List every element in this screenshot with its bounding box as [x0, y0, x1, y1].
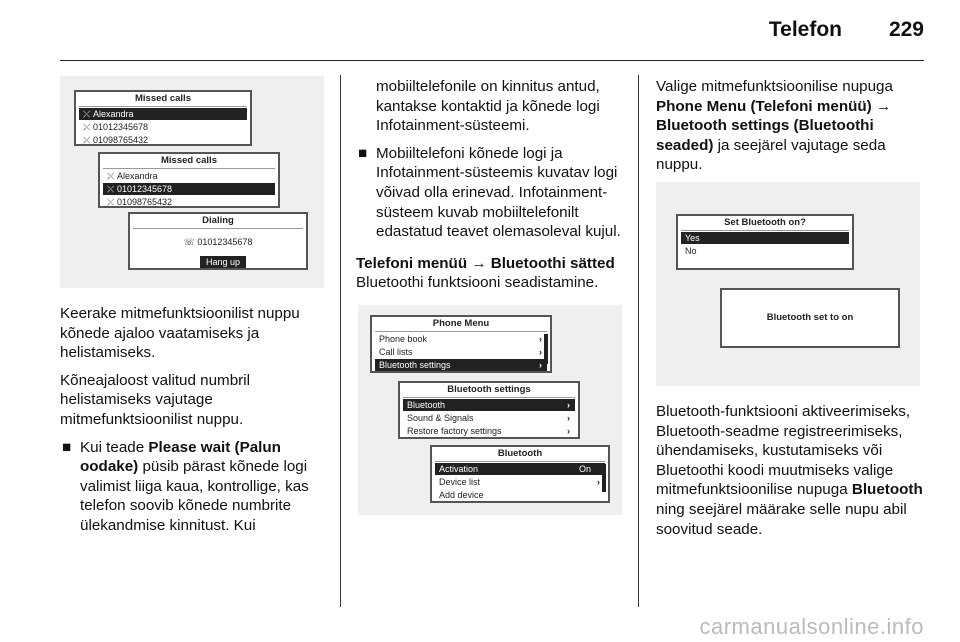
list-item: ⤬ 01012345678: [103, 183, 275, 195]
list-item: Call lists ›: [379, 347, 542, 357]
paragraph: Valige mitmefunktsioonilise nupuga Phone Menu (Telefoni menüü) → Bluetooth settings (Bluetoothi seaded) ja seejärel vajutage seda nuppu.: [656, 78, 893, 174]
screen-title: Bluetooth settings: [403, 383, 575, 398]
screen-bluetooth-set-on: [720, 288, 900, 348]
screen-title: Missed calls: [103, 154, 275, 169]
screen-missed-calls-2: [98, 152, 280, 208]
activation-value: On: [578, 464, 591, 474]
chevron-right-icon: ›: [567, 413, 570, 423]
list-item: ⤬ Alexandra: [79, 108, 247, 120]
missed-call-icon: ⤬: [83, 135, 91, 145]
list-item: ⤬ 01098765432: [83, 135, 149, 145]
column-1-text: [60, 304, 330, 544]
list-item: ⤬ 01098765432: [107, 197, 173, 207]
screen-phone-menu: [370, 315, 552, 373]
figure-set-bluetooth: [656, 182, 920, 386]
screen-dialing: [128, 212, 308, 270]
column-3-intro: [656, 77, 926, 183]
section-heading: Telefoni menüü → Bluetoothi sätted: [356, 254, 615, 272]
chevron-right-icon: ›: [567, 400, 570, 410]
section-subtitle: Bluetoothi funktsiooni seadistamine.: [356, 274, 599, 292]
missed-call-icon: ⤬: [107, 171, 115, 181]
bullet-continuation: mobiiltelefonile on kinnitus antud, kantakse kontaktid ja kõnede logi Infotainment-süsteemi.: [376, 78, 600, 135]
screen-title: Phone Menu: [375, 317, 547, 332]
column-divider-2: [638, 75, 639, 607]
page-number: 229: [888, 18, 924, 41]
screen-title: Bluetooth: [435, 447, 605, 462]
list-item: Bluetooth settings ›: [375, 359, 547, 371]
scrollbar: [602, 464, 606, 492]
list-item: Yes: [681, 232, 849, 244]
chevron-right-icon: ›: [567, 426, 570, 436]
chevron-right-icon: ›: [597, 477, 600, 487]
scrollbar: [544, 334, 548, 364]
figure-bluetooth-settings: [358, 305, 622, 515]
chevron-right-icon: ›: [539, 360, 542, 370]
list-item: Phone book ›: [379, 334, 542, 344]
watermark: carmanualsonline.info: [699, 614, 924, 639]
missed-call-icon: ⤬: [83, 109, 91, 119]
list-item: No: [685, 246, 697, 256]
header-rule: [60, 60, 924, 61]
column-divider-1: [340, 75, 341, 607]
dialing-number: ☏ 01012345678: [183, 237, 253, 247]
paragraph: Keerake mitmefunktsioonilist nuppu kõnede ajaloo vaatamiseks ja helistamiseks.: [60, 305, 300, 362]
screen-title: Dialing: [133, 214, 303, 229]
bullet-item: ■ Kui teade Please wait (Palun oodake) püsib pärast kõnede logi valimist liiga kaua, kontrollige, kas telefon soovib kõnede numbrite ülekandmise kinnitust. Kui: [62, 438, 309, 534]
screen-bluetooth-settings: [398, 381, 580, 439]
column-2-text: [356, 77, 628, 293]
list-item: Sound & Signals ›: [407, 413, 570, 423]
paragraph: Bluetooth-funktsiooni aktiveerimiseks, Bluetooth-seadme registreerimiseks, ühendamiseks, kustutamiseks või Bluetoothi koodi muutmiseks valige mitmefunktsioonilise nupuga Bluetooth ning seejärel määrake selle nupu abil soovitud seade.: [656, 403, 923, 538]
list-item: Add device: [439, 490, 484, 500]
bullet-marker: ■: [62, 438, 72, 456]
screen-set-bluetooth-on: [676, 214, 854, 270]
missed-call-icon: ⤬: [83, 122, 91, 132]
phone-icon: ☏: [183, 237, 198, 247]
screen-title: Set Bluetooth on?: [681, 216, 849, 231]
screen-title: Missed calls: [79, 92, 247, 107]
missed-call-icon: ⤬: [107, 197, 115, 207]
page-header: [0, 0, 960, 62]
screen-missed-calls-1: [74, 90, 252, 146]
list-item: Restore factory settings ›: [407, 426, 570, 436]
bullet-item: ■ Mobiiltelefoni kõnede logi ja Infotainment-süsteemis kuvatav logi võivad olla erinevad. Infotainment-süsteem kuvab mobiiltelefonilt edastatud teavet olemasoleval kujul.: [358, 144, 621, 241]
screen-bluetooth: [430, 445, 610, 503]
list-item: Bluetooth ›: [403, 399, 575, 411]
chevron-right-icon: ›: [539, 334, 542, 344]
figure-missed-calls: [60, 76, 324, 288]
list-item: Device list ›: [439, 477, 600, 487]
column-3-text: [656, 402, 928, 547]
list-item: ⤬ 01012345678: [83, 122, 149, 132]
chevron-right-icon: ›: [539, 347, 542, 357]
bullet-marker: ■: [358, 144, 368, 162]
list-item: Activation On: [435, 463, 605, 475]
missed-call-icon: ⤬: [107, 184, 115, 194]
hang-up-button: Hang up: [200, 256, 246, 268]
list-item: ⤬ Alexandra: [107, 171, 158, 181]
status-message: Bluetooth set to on: [766, 312, 854, 323]
paragraph: Kõneajaloost valitud numbril helistamiseks vajutage mitmefunktsioonilist nuppu.: [60, 371, 250, 428]
section-title: Telefon: [768, 18, 842, 41]
